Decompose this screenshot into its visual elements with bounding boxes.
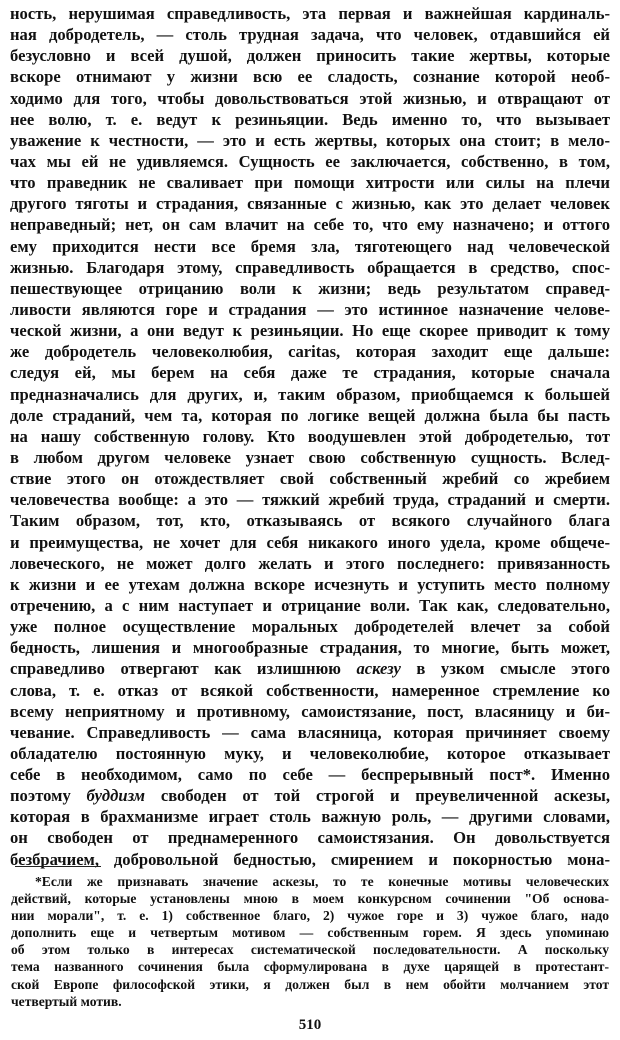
text-line: себе в необходимом, само по себе — беспрерывный пост*. Именно (10, 765, 610, 785)
text-line: отречению, а с ним наступает и отрицание воли. Так как, следовательно, (10, 595, 610, 615)
text-line: ность, нерушимая справедливость, эта первая и важнейшая кардиналь- (10, 4, 610, 23)
text-line: бедность, лишения и многообразные страдания, то многие, быть может, (10, 638, 610, 658)
emphasis: буддизм (86, 786, 146, 806)
text-line: на нашу собственную голову. Кто воодушевлен этой добродетелью, тот (10, 426, 610, 446)
footnote-line: об этом только в интересах систематической последовательности. А поскольку (11, 942, 609, 958)
text-line: следуя ей, мы берем на себя даже те страдания, которые сначала (10, 363, 610, 383)
text-line: безбрачием, добровольной бедностью, смирением и покорностью мона- (10, 849, 610, 869)
text-line: которая в брахманизме играет столь важную роль, — другими словами, (10, 807, 610, 827)
text-line: ему приходится нести все бремя зла, тяготеющего над человеческой (10, 236, 610, 256)
text-line: доле страданий, чем та, которая по логике вещей должна была бы пасть (10, 405, 610, 425)
text-line: в любом другом человеке узнает свою собственную сущность. Вслед- (10, 447, 610, 467)
text-line: ная добродетель, — столь трудная задача, что человек, отдавшийся ей (10, 25, 610, 45)
text-line: уважение к честности, — это и есть жертвы, которых она стоит; в мело- (10, 130, 610, 150)
footnote-line: тема названного сочинения была сформулирована в духе царящей в протестант- (11, 959, 609, 975)
text-line: жизнью. Благодаря этому, справедливость обращается в средство, спос- (10, 257, 610, 277)
footnote-line: нии морали", т. е. 1) собственное благо, 2) чужое горе и 3) чужое благо, надо (11, 908, 609, 924)
text-line: другого тяготы и страдания, связанные с жизнью, как это делает человек (10, 194, 610, 214)
text-line: нее волю, т. е. ведут к резиньяции. Ведь именно то, что вызывает (10, 109, 610, 129)
text-line: уже полное осуществление моральных добродетелей влечет за собой (10, 617, 610, 637)
footnote-line: действий, которые установлены мною в моем конкурсном сочинении "Об основа- (11, 891, 609, 907)
footnote-line: *Если же признавать значение аскезы, то те конечные мотивы человеческих (35, 874, 609, 889)
text-line: пешествующее отрицанию воли к жизни; ведь результатом справед- (10, 278, 610, 298)
footnote-line: дополнить еще и четвертым мотивом — собственным горем. Я здесь упоминаю (11, 925, 609, 941)
text-line: же добродетель человеколюбия, caritas, которая заходит еще дальше: (10, 342, 610, 362)
text-line: ходимо для того, чтобы довольствоваться этой жизнью, и отвращают от (10, 88, 610, 108)
footnote-line: ской Европе философской этики, я должен был в нем обойти молчанием этот (11, 976, 609, 992)
text-line: и преимущества, не хочет для себя никакого иного удела, кроме общече- (10, 532, 610, 552)
footnote-divider (15, 866, 101, 867)
emphasis: аскезу (356, 659, 401, 679)
text-line: чах мы ей не удивляемся. Сущность ее заключается, собственно, в том, (10, 151, 610, 171)
main-text-body (10, 3, 610, 870)
text-line: безусловно и всей душой, должен приносить такие жертвы, которые (10, 46, 610, 66)
text-line: он свободен от преднамеренного самоистязания. Он довольствуется (10, 828, 610, 848)
text-line: неправедный; нет, он сам влачит на себе то, что ему назначено; и оттого (10, 215, 610, 235)
text-line: слова, т. е. отказ от всякой собственности, намеренное стремление ко (10, 680, 610, 700)
text-line: поэтому буддизм свободен от той строгой и преувеличенной аскезы, (10, 786, 610, 806)
text-line: ческой жизни, а они ведут к резиньяции. Но еще скорее приводит к тому (10, 321, 610, 341)
text-line: ловеческого, не может долго желать и этого последнего: привязанность (10, 553, 610, 573)
footnote-line: четвертый мотив. (11, 993, 122, 1009)
text-line: что праведник не сваливает при помощи хитрости или силы на плечи (10, 173, 610, 193)
text-line: ствие этого он отождествляет свой собственный жребий со жребием (10, 469, 610, 489)
text-line: ливости являются горе и страдания — это истинное назначение челове- (10, 299, 610, 319)
text-line: человечества вообще: а это — тяжкий жребий труда, страданий и смерти. (10, 490, 610, 510)
text-line: к жизни и ее утехам должна вскоре исчезнуть и уступить место полному (10, 574, 610, 594)
text-line: Таким образом, тот, кто, отказываясь от всякого случайного блага (10, 511, 610, 531)
text-line: чевание. Справедливость — сама власяница, которая причиняет своему (10, 722, 610, 742)
text-line: всему неприятному и противному, самоистязание, пост, власяницу и би- (10, 701, 610, 721)
text-line: обладателю постоянную муку, и человеколюбие, которое отказывает (10, 743, 610, 763)
footnote (11, 873, 609, 1010)
text-line: справедливо отвергают как излишнюю аскезу в узком смысле этого (10, 659, 610, 679)
text-line: вскоре отнимают у жизни всю ее сладость, сознание которой необ- (10, 67, 610, 87)
page-number: 510 (298, 1017, 322, 1033)
text-line: предназначались для других, и, таким образом, приобщаемся к большей (10, 384, 610, 404)
